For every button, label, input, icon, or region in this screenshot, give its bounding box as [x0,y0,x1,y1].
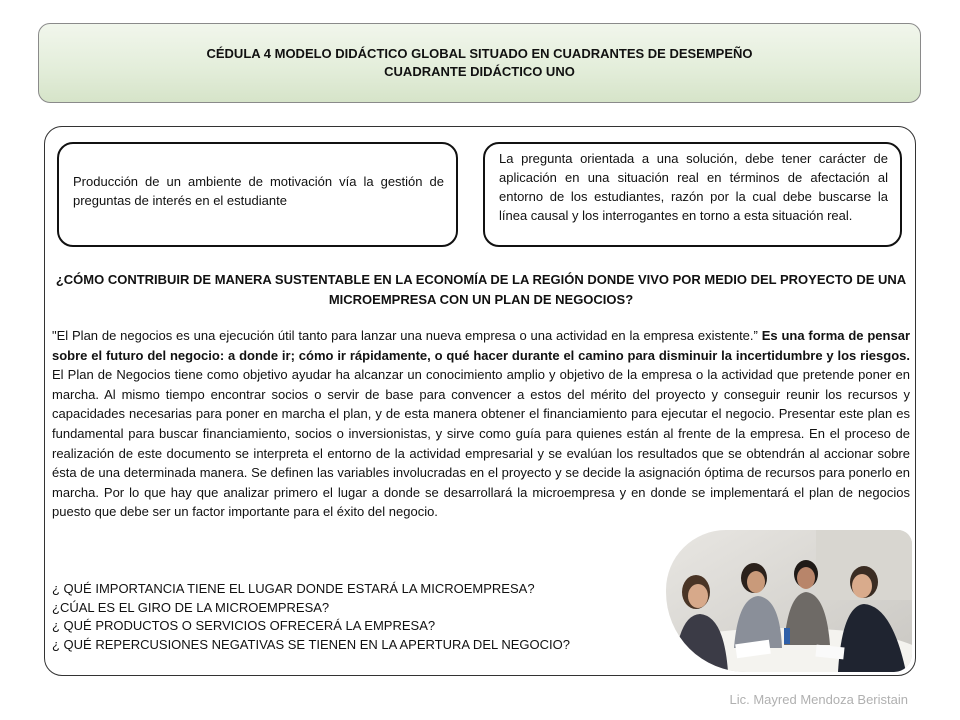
question-item: ¿ QUÉ REPERCUSIONES NEGATIVAS SE TIENEN EN LA APERTURA DEL NEGOCIO? [52,636,570,652]
paragraph-bold: Es una forma de pensar sobre el futuro del negocio: a donde ir; cómo ir rápidamente, o qué hacer durante el camino para disminuir la incertidumbre y los riesgos. [52,328,910,363]
meeting-photo [666,530,912,672]
paragraph-intro: "El Plan de negocios es una ejecución útil tanto para lanzar una nueva empresa o una actividad en la empresa existente.” [52,328,762,343]
paragraph-body: El Plan de Negocios tiene como objetivo ayudar ha alcanzar un conocimiento amplio y objetivo de la empresa o la actividad que pretende poner en marcha. Al mismo tiempo encontrar socios o servir de base para convencer a estos del mérito del proyecto y conseguir reunir los recursos y capacidades necesarias para poner en marcha el plan, y de esta manera obtener el financiamiento para ejecutar el negocio. Presentar este plan es fundamental para buscar financiamiento, socios o inversionistas, y sirve como guía para quienes están al frente de la empresa. En el proceso de realización de este documento se interpreta el entorno de la actividad empresarial y se evalúan los resultados que se obtendrán al accionar sobre ésta de una determinada manera. Se definen las variables involucradas en el proyecto y se decide la asignación óptima de recursos para ponerlo en marcha. Por lo que hay que analizar primero el lugar a donde se desarrollará la microempresa y en donde se implementará el plan de negocios puesto que debe ser un factor importante para el éxito del negocio. [52,367,910,520]
author-credit: Lic. Mayred Mendoza Beristain [729,692,908,707]
motivation-text: Producción de un ambiente de motivación vía la gestión de preguntas de interés en el estudiante [73,174,444,208]
main-question: ¿CÓMO CONTRIBUIR DE MANERA SUSTENTABLE EN LA ECONOMÍA DE LA REGIÓN DONDE VIVO POR MEDIO DEL PROYECTO DE UNA MICROEMPRESA CON UN PLAN DE NEGOCIOS? [55,272,907,307]
slide-title-banner [38,23,921,103]
question-item: ¿ QUÉ PRODUCTOS O SERVICIOS OFRECERÁ LA EMPRESA? [52,618,436,633]
question-guidance-box [483,142,902,247]
question-item: ¿ QUÉ IMPORTANCIA TIENE EL LUGAR DONDE ESTARÁ LA MICROEMPRESA? [52,581,535,596]
title-line-2: CUADRANTE DIDÁCTICO UNO [384,64,575,79]
motivation-box [57,142,458,247]
title-line-1: CÉDULA 4 MODELO DIDÁCTICO GLOBAL SITUADO EN CUADRANTES DE DESEMPEÑO [206,46,753,61]
business-plan-paragraph [52,326,910,522]
question-item: ¿CÚAL ES EL GIRO DE LA MICROEMPRESA? [52,599,330,615]
guiding-questions [52,580,662,654]
question-guidance-text: La pregunta orientada a una solución, debe tener carácter de aplicación en una situación real en términos de afectación al entorno de los estudiantes, razón por la cual debe buscarse la línea causal y los interrogantes en torno a esta situación real. [499,151,888,223]
